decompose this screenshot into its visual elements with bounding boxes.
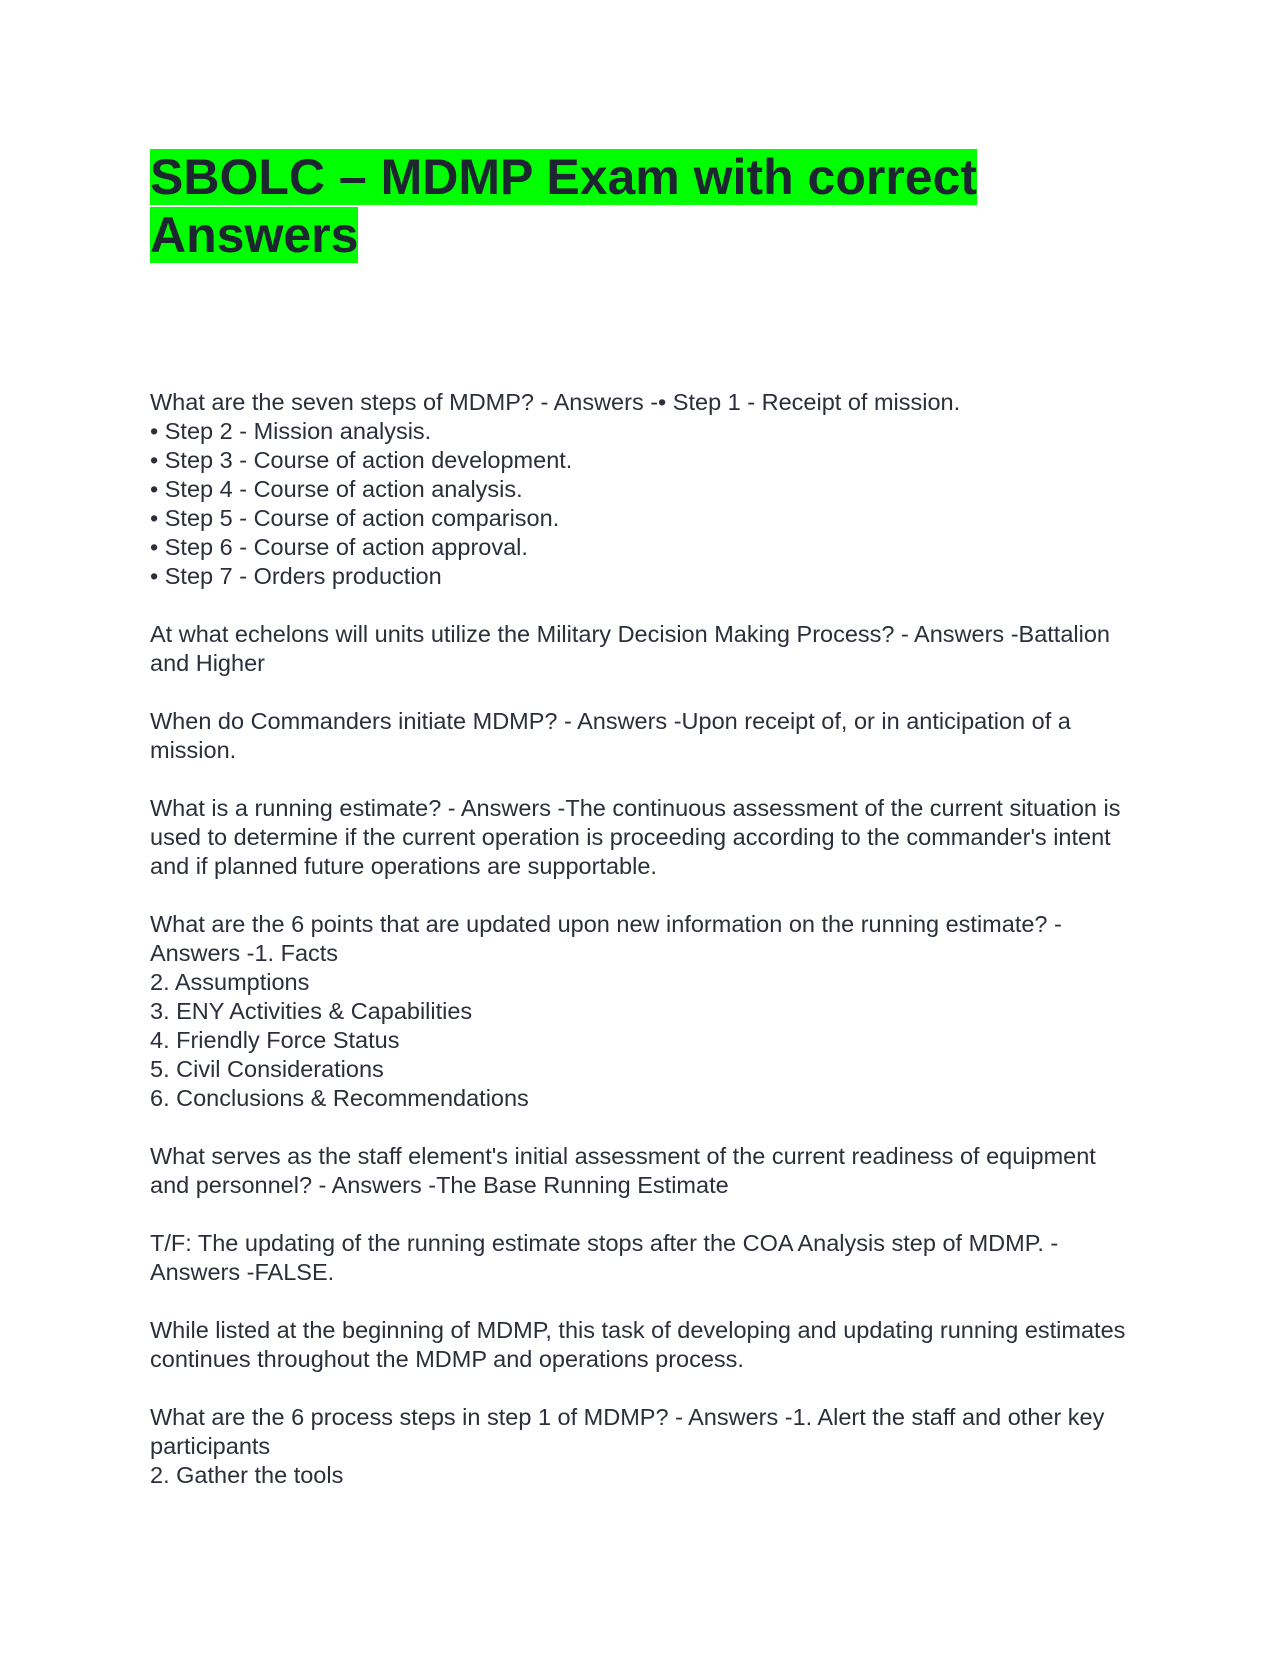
qa-entry-initiate-mdmp: When do Commanders initiate MDMP? - Answers -Upon receipt of, or in anticipation of a mission. (150, 708, 1071, 763)
document-title (150, 148, 1140, 264)
qa-entry-base-running-estimate: What serves as the staff element's initial assessment of the current readiness of equipment and personnel? - Answers -The Base Running Estimate (150, 1143, 1096, 1198)
qa-entry-true-false: T/F: The updating of the running estimate stops after the COA Analysis step of MDMP. - Answers -FALSE. (150, 1230, 1059, 1285)
title-highlight: SBOLC – MDMP Exam with correct Answers (150, 149, 978, 263)
qa-entry-running-estimate: What is a running estimate? - Answers -The continuous assessment of the current situation is used to determine if the current operation is proceeding according to the commander's intent and if planned future operations are supportable. (150, 795, 1121, 879)
qa-entry-step-one-process: What are the 6 process steps in step 1 of MDMP? - Answers -1. Alert the staff and other key participants 2. Gather the tools (150, 1404, 1105, 1488)
qa-entry-continuous-task: While listed at the beginning of MDMP, this task of developing and updating running estimates continues throughout the MDMP and operations process. (150, 1317, 1126, 1372)
qa-entry-seven-steps: What are the seven steps of MDMP? - Answers -• Step 1 - Receipt of mission. • Step 2 - Mission analysis. • Step 3 - Course of action development. • Step 4 - Course of action analysis. • Step 5 - Course of action comparison. • Step 6 - Course of action approval. • Step 7 - Orders production (150, 389, 961, 589)
document-page (150, 148, 1140, 1490)
qa-entry-echelons: At what echelons will units utilize the Military Decision Making Process? - Answers -Battalion and Higher (150, 621, 1110, 676)
qa-content (150, 388, 1140, 1490)
qa-entry-six-points: What are the 6 points that are updated upon new information on the running estimate? - Answers -1. Facts 2. Assumptions 3. ENY Activities & Capabilities 4. Friendly Force Status 5. Civil Considerations 6. Conclusions & Recommendations (150, 911, 1062, 1111)
